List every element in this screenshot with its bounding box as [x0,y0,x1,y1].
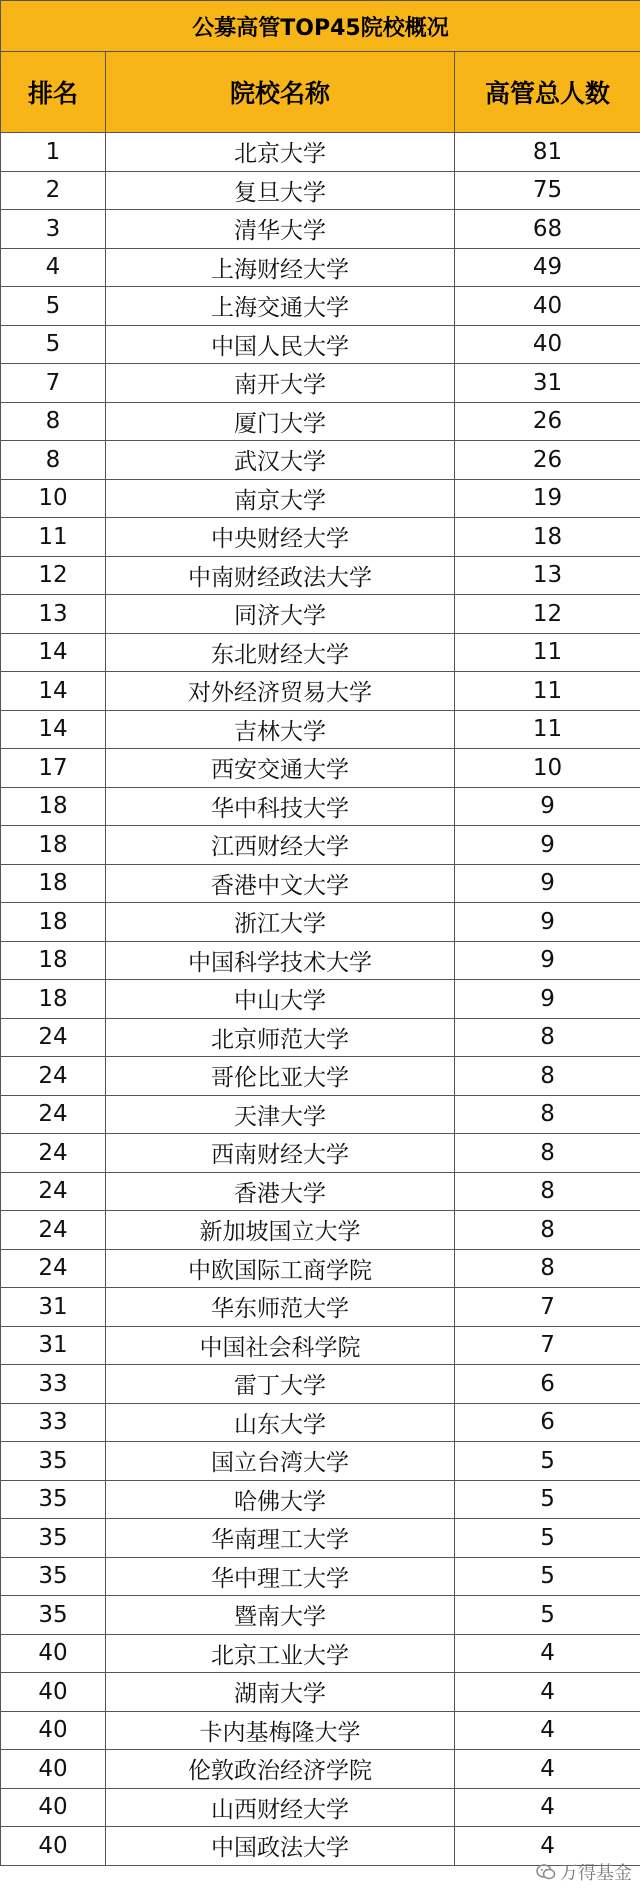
table-body [1,133,640,1866]
count-cell: 9 [455,941,640,980]
table-row [1,1288,640,1327]
school-cell: 厦门大学 [106,402,455,441]
table-row [1,1211,640,1250]
school-cell: 北京大学 [106,133,455,172]
count-cell: 8 [455,1134,640,1173]
table-row [1,1134,640,1173]
table-row [1,826,640,865]
school-cell: 上海交通大学 [106,287,455,326]
school-cell: 中国科学技术大学 [106,941,455,980]
table-row [1,1634,640,1673]
rank-cell: 14 [1,633,106,672]
table-row [1,595,640,634]
rank-cell: 24 [1,1057,106,1096]
rank-cell: 33 [1,1365,106,1404]
school-cell: 对外经济贸易大学 [106,672,455,711]
rank-cell: 18 [1,903,106,942]
rank-cell: 14 [1,710,106,749]
rank-cell: 18 [1,980,106,1019]
table-row [1,210,640,249]
rank-cell: 13 [1,595,106,634]
school-cell: 北京工业大学 [106,1634,455,1673]
school-cell: 哈佛大学 [106,1480,455,1519]
school-cell: 天津大学 [106,1095,455,1134]
school-cell: 南开大学 [106,364,455,403]
rank-cell: 18 [1,864,106,903]
rank-cell: 2 [1,171,106,210]
table-row [1,787,640,826]
school-cell: 中国社会科学院 [106,1326,455,1365]
count-cell: 11 [455,633,640,672]
header-rank: 排名 [1,52,106,133]
rank-cell: 35 [1,1442,106,1481]
table-row [1,248,640,287]
rank-cell: 31 [1,1288,106,1327]
school-cell: 雷丁大学 [106,1365,455,1404]
table-row [1,364,640,403]
school-cell: 复旦大学 [106,171,455,210]
rank-cell: 40 [1,1711,106,1750]
rank-cell: 24 [1,1018,106,1057]
school-cell: 湖南大学 [106,1673,455,1712]
count-cell: 9 [455,980,640,1019]
rank-cell: 14 [1,672,106,711]
count-cell: 8 [455,1018,640,1057]
count-cell: 8 [455,1211,640,1250]
school-cell: 卡内基梅隆大学 [106,1711,455,1750]
header-count: 高管总人数 [455,52,640,133]
rank-cell: 18 [1,941,106,980]
header-school: 院校名称 [106,52,455,133]
rank-cell: 24 [1,1249,106,1288]
school-cell: 上海财经大学 [106,248,455,287]
rank-cell: 33 [1,1403,106,1442]
table-title: 公募高管TOP45院校概况 [1,1,640,52]
count-cell: 4 [455,1750,640,1789]
count-cell: 9 [455,903,640,942]
rank-cell: 35 [1,1519,106,1558]
school-cell: 东北财经大学 [106,633,455,672]
rank-cell: 11 [1,518,106,557]
count-cell: 8 [455,1095,640,1134]
count-cell: 4 [455,1673,640,1712]
count-cell: 9 [455,826,640,865]
count-cell: 31 [455,364,640,403]
wechat-icon [536,1862,556,1882]
count-cell: 26 [455,441,640,480]
table-row [1,1557,640,1596]
count-cell: 13 [455,556,640,595]
school-cell: 香港中文大学 [106,864,455,903]
school-cell: 伦敦政治经济学院 [106,1750,455,1789]
count-cell: 7 [455,1288,640,1327]
school-cell: 西安交通大学 [106,749,455,788]
table-row [1,1711,640,1750]
count-cell: 8 [455,1057,640,1096]
count-cell: 5 [455,1480,640,1519]
school-cell: 华南理工大学 [106,1519,455,1558]
rank-cell: 7 [1,364,106,403]
table-row [1,1249,640,1288]
table-row [1,672,640,711]
table-row [1,941,640,980]
rank-cell: 4 [1,248,106,287]
school-cell: 华东师范大学 [106,1288,455,1327]
rank-cell: 35 [1,1596,106,1635]
count-cell: 7 [455,1326,640,1365]
count-cell: 40 [455,287,640,326]
rank-cell: 1 [1,133,106,172]
count-cell: 49 [455,248,640,287]
table-row [1,325,640,364]
school-cell: 浙江大学 [106,903,455,942]
count-cell: 5 [455,1519,640,1558]
count-cell: 9 [455,787,640,826]
count-cell: 68 [455,210,640,249]
school-cell: 南京大学 [106,479,455,518]
count-cell: 18 [455,518,640,557]
school-cell: 国立台湾大学 [106,1442,455,1481]
rank-cell: 3 [1,210,106,249]
watermark [536,1859,632,1885]
count-cell: 9 [455,864,640,903]
count-cell: 5 [455,1557,640,1596]
table-row [1,1018,640,1057]
school-cell: 华中科技大学 [106,787,455,826]
table-row [1,1172,640,1211]
count-cell: 26 [455,402,640,441]
school-cell: 山西财经大学 [106,1788,455,1827]
school-cell: 同济大学 [106,595,455,634]
rank-cell: 24 [1,1095,106,1134]
count-cell: 40 [455,325,640,364]
count-cell: 19 [455,479,640,518]
title-row [1,1,640,52]
rank-cell: 40 [1,1788,106,1827]
table-row [1,479,640,518]
count-cell: 11 [455,672,640,711]
school-cell: 中南财经政法大学 [106,556,455,595]
school-cell: 清华大学 [106,210,455,249]
table-row [1,710,640,749]
count-cell: 4 [455,1634,640,1673]
table-row [1,1326,640,1365]
count-cell: 4 [455,1788,640,1827]
rank-cell: 31 [1,1326,106,1365]
count-cell: 12 [455,595,640,634]
school-cell: 新加坡国立大学 [106,1211,455,1250]
table-row [1,1442,640,1481]
rank-cell: 5 [1,287,106,326]
table-row [1,1596,640,1635]
school-cell: 华中理工大学 [106,1557,455,1596]
table-row [1,171,640,210]
table-row [1,1095,640,1134]
count-cell: 8 [455,1249,640,1288]
count-cell: 10 [455,749,640,788]
count-cell: 6 [455,1403,640,1442]
rank-cell: 40 [1,1750,106,1789]
header-row [1,52,640,133]
school-cell: 暨南大学 [106,1596,455,1635]
table-row [1,441,640,480]
rank-cell: 40 [1,1634,106,1673]
table-row [1,1365,640,1404]
school-cell: 香港大学 [106,1172,455,1211]
rank-cell: 24 [1,1172,106,1211]
school-cell: 中国人民大学 [106,325,455,364]
watermark-text: 万得基金 [560,1863,632,1884]
rank-cell: 17 [1,749,106,788]
school-cell: 北京师范大学 [106,1018,455,1057]
school-cell: 吉林大学 [106,710,455,749]
rank-cell: 18 [1,787,106,826]
count-cell: 5 [455,1596,640,1635]
rank-cell: 5 [1,325,106,364]
table-row [1,749,640,788]
count-cell: 75 [455,171,640,210]
rank-cell: 8 [1,402,106,441]
table-row [1,1480,640,1519]
table-row [1,980,640,1019]
rank-cell: 35 [1,1557,106,1596]
school-cell: 中国政法大学 [106,1827,455,1866]
count-cell: 4 [455,1711,640,1750]
table-row [1,287,640,326]
table-row [1,903,640,942]
count-cell: 81 [455,133,640,172]
table-row [1,518,640,557]
rank-cell: 24 [1,1134,106,1173]
count-cell: 11 [455,710,640,749]
count-cell: 4 [455,1827,640,1866]
rank-cell: 24 [1,1211,106,1250]
table-row [1,1788,640,1827]
school-cell: 中欧国际工商学院 [106,1249,455,1288]
school-cell: 江西财经大学 [106,826,455,865]
school-cell: 中央财经大学 [106,518,455,557]
table-row [1,864,640,903]
table-row [1,1750,640,1789]
table-row [1,556,640,595]
school-cell: 哥伦比亚大学 [106,1057,455,1096]
rank-cell: 35 [1,1480,106,1519]
table-row [1,402,640,441]
table-row [1,1673,640,1712]
rank-cell: 40 [1,1673,106,1712]
school-cell: 武汉大学 [106,441,455,480]
school-cell: 山东大学 [106,1403,455,1442]
count-cell: 6 [455,1365,640,1404]
table-row [1,1057,640,1096]
rank-cell: 18 [1,826,106,865]
school-cell: 西南财经大学 [106,1134,455,1173]
rank-cell: 10 [1,479,106,518]
count-cell: 5 [455,1442,640,1481]
table-row [1,1519,640,1558]
school-cell: 中山大学 [106,980,455,1019]
table-row [1,133,640,172]
rank-cell: 8 [1,441,106,480]
table-row [1,633,640,672]
rank-cell: 12 [1,556,106,595]
rank-cell: 40 [1,1827,106,1866]
table-row [1,1403,640,1442]
count-cell: 8 [455,1172,640,1211]
